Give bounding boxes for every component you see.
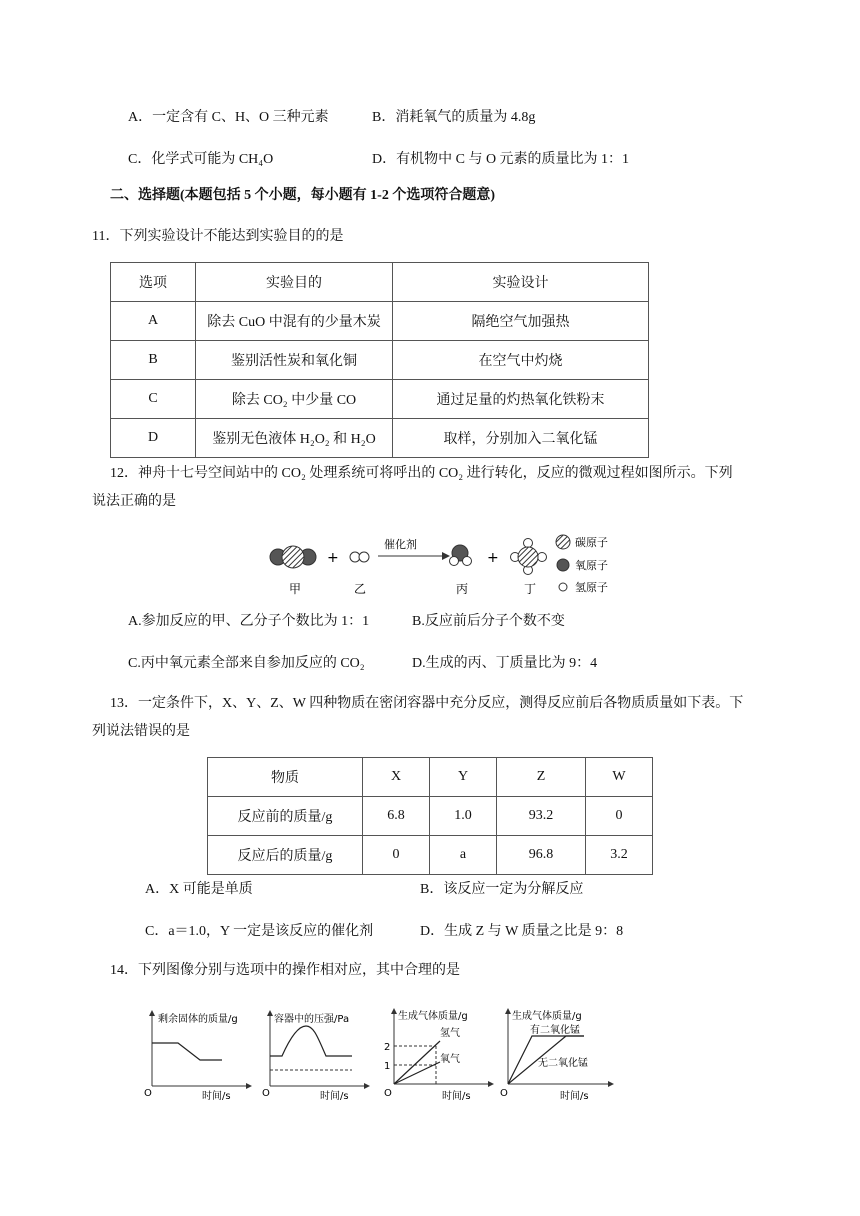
table-cell: 通过足量的灼热氧化铁粉末 [393,380,649,419]
tick-label: 2 [384,1042,391,1053]
table-cell: 0 [586,797,653,836]
table-row [208,836,653,875]
q13-stem-line1: 13．一定条件下，X、Y、Z、W 四种物质在密闭容器中充分反应，测得反应前后各物质质量如下表。下 [110,696,744,711]
table-cell: 93.2 [497,797,586,836]
curve [152,1043,222,1060]
q10-option-d: D．有机物中 C 与 O 元素的质量比为 1：1 [372,152,630,167]
q13-option-a: A．X 可能是单质 [145,882,253,897]
origin-label: O [262,1088,270,1099]
table-row [111,419,649,458]
curve-label-hydrogen: 氢气 [440,1028,460,1039]
oxygen-atom-icon [557,559,569,571]
table-cell: a [430,836,497,875]
legend-hydrogen: 氢原子 [575,581,608,594]
table-row [111,302,649,341]
q12-stem-line2: 说法正确的是 [92,494,176,509]
curve [270,1026,352,1056]
table-cell: 反应前的质量/g [208,797,363,836]
legend-carbon: 碳原子 [575,536,608,549]
label-yi: 乙 [354,582,367,596]
q10-option-c: C．化学式可能为 CH₄O [128,152,274,167]
legend-oxygen: 氧原子 [575,559,608,572]
graph-catalyst [498,1004,620,1100]
x-axis-label: 时间/s [560,1091,589,1100]
table-header: W [586,758,653,797]
q10-option-a: A．一定含有 C、H、O 三种元素 [128,110,329,125]
table-cell: 除去 CuO 中混有的少量木炭 [196,302,393,341]
graph-solid-mass [142,1008,254,1100]
table-cell: 0 [363,836,430,875]
table-row [111,380,649,419]
hydrogen-line [394,1041,440,1084]
table-header: Z [497,758,586,797]
table-header-row [111,263,649,302]
y-axis-label: 容器中的压强/Pa [274,1014,350,1025]
table-cell: 鉴别活性炭和氧化铜 [196,341,393,380]
y-axis-label: 生成气体质量/g [398,1011,468,1022]
q13-option-c: C．a＝1.0，Y 一定是该反应的催化剂 [145,924,374,939]
table-cell: D [111,419,196,458]
origin-label: O [384,1088,392,1099]
catalyst-label: 催化剂 [384,538,417,551]
co2-molecule-icon [270,546,316,568]
table-cell: 隔绝空气加强热 [393,302,649,341]
label-ding: 丁 [524,582,537,596]
q12-stem-line1: 12．神舟十七号空间站中的 CO₂ 处理系统可将呼出的 CO₂ 进行转化，反应的微观过程如图所示。下列 [110,466,733,481]
label-bing: 丙 [456,582,469,596]
table-header: 实验设计 [393,263,649,302]
table-cell: 6.8 [363,797,430,836]
curve-label-without: 无二氧化锰 [538,1058,588,1069]
q12-option-a: A.参加反应的甲、乙分子个数比为 1：1 [128,614,370,629]
ch4-molecule-icon [511,539,547,575]
q12-option-c: C.丙中氧元素全部来自参加反应的 CO₂ [128,656,365,671]
table-header: 选项 [111,263,196,302]
table-cell: 取样，分别加入二氧化锰 [393,419,649,458]
q14-stem: 14．下列图像分别与选项中的操作相对应，其中合理的是 [110,963,460,978]
table-cell: 反应后的质量/g [208,836,363,875]
table-cell: 鉴别无色液体 H₂O₂ 和 H₂O [196,419,393,458]
table-cell: 除去 CO₂ 中少量 CO [196,380,393,419]
h2o-molecule-icon [450,545,472,566]
q12-option-b: B.反应前后分子个数不变 [412,614,565,629]
table-cell: 在空气中灼烧 [393,341,649,380]
plus-sign: + [487,550,499,566]
table-header-row [208,758,653,797]
origin-label: O [144,1088,152,1099]
section-heading: 二、选择题(本题包括 5 个小题，每小题有 1-2 个选项符合题意) [110,188,495,203]
table-row [111,341,649,380]
x-axis-label: 时间/s [202,1091,231,1100]
table-cell: A [111,302,196,341]
carbon-atom-icon [556,535,570,549]
q10-option-b: B．消耗氧气的质量为 4.8g [372,110,536,125]
q13-option-d: D．生成 Z 与 W 质量之比是 9：8 [420,924,624,939]
table-header: X [363,758,430,797]
label-jia: 甲 [289,582,302,596]
hydrogen-atom-icon [559,583,567,591]
table-header: Y [430,758,497,797]
x-axis-label: 时间/s [442,1091,471,1100]
origin-label: O [500,1088,508,1099]
tick-label: 1 [384,1061,391,1072]
table-cell: 96.8 [497,836,586,875]
q12-option-d: D.生成的丙、丁质量比为 9：4 [412,656,598,671]
table-cell: B [111,341,196,380]
x-axis-label: 时间/s [320,1091,349,1100]
q13-table [207,757,653,875]
reaction-diagram [262,530,622,598]
table-header: 物质 [208,758,363,797]
y-axis-label: 生成气体质量/g [512,1011,582,1022]
q13-option-b: B．该反应一定为分解反应 [420,882,584,897]
curve-label-with: 有二氧化锰 [530,1025,580,1036]
q11-table [110,262,649,458]
table-row [208,797,653,836]
curve-label-oxygen: 氧气 [440,1054,460,1065]
q13-stem-line2: 列说法错误的是 [92,724,190,739]
graph-pressure [260,1008,372,1100]
table-cell: 3.2 [586,836,653,875]
table-cell: 1.0 [430,797,497,836]
arrow-icon [378,552,450,560]
table-cell: C [111,380,196,419]
h2-molecule-icon [350,552,369,562]
q11-stem: 11．下列实验设计不能达到实验目的的是 [92,229,344,244]
graph-hydrogen-oxygen [380,1004,498,1100]
plus-sign: + [327,550,339,566]
table-header: 实验目的 [196,263,393,302]
y-axis-label: 剩余固体的质量/g [158,1014,238,1025]
